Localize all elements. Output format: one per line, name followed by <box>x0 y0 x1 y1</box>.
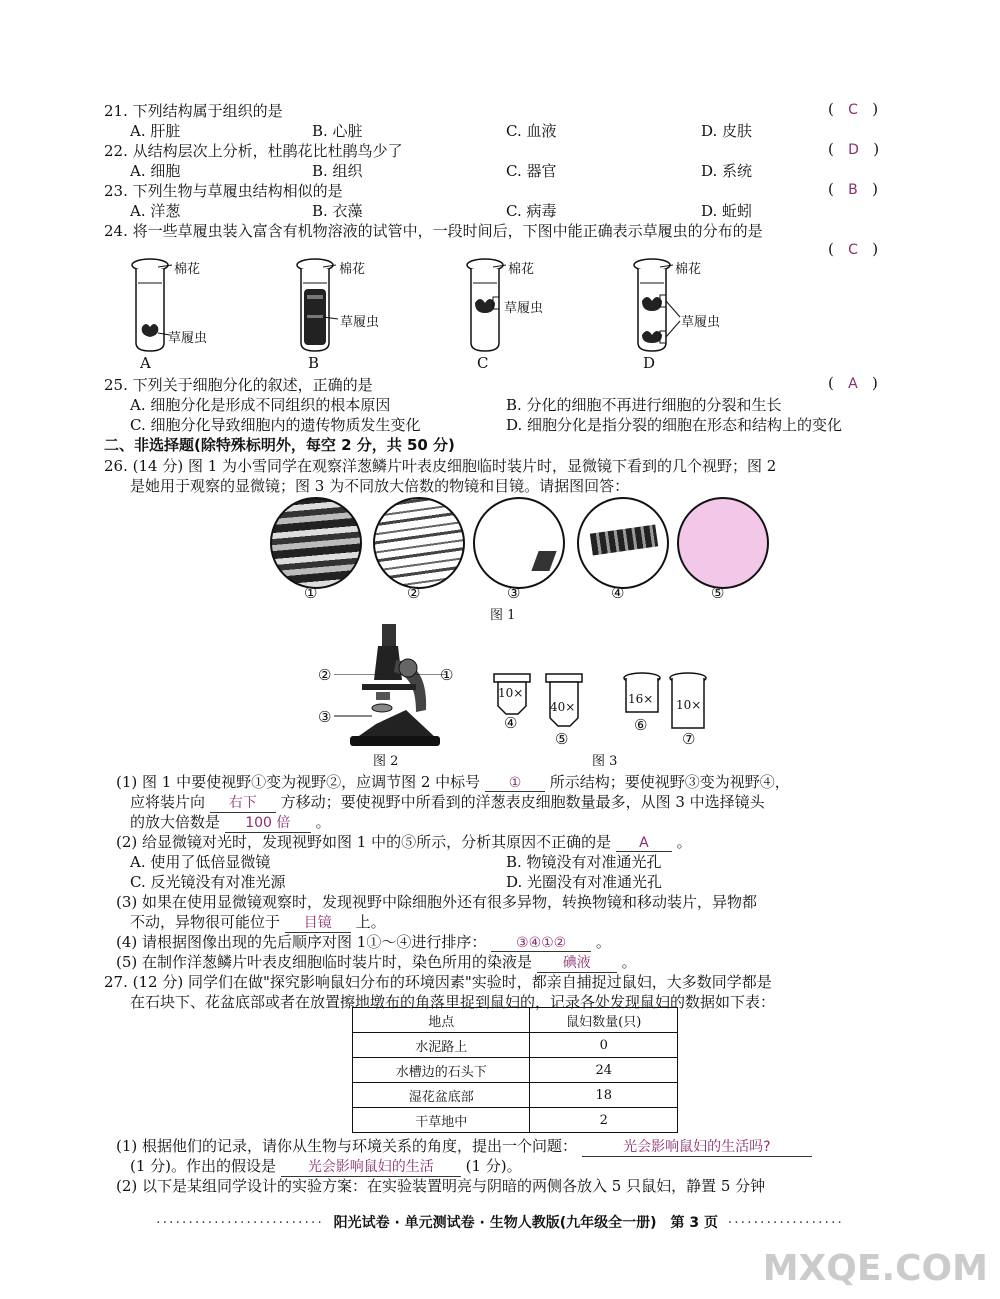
tube-label-a: A <box>140 354 151 372</box>
view-field-4 <box>577 497 669 589</box>
lens-4-num: ④ <box>504 714 518 732</box>
q23-opt-c: C. 病毒 <box>506 202 557 220</box>
view-field-3 <box>473 497 565 589</box>
q21-answer: ( C ) <box>828 100 879 118</box>
figure-3-caption: 图 3 <box>592 754 618 769</box>
lens-4-mag: 10× <box>498 686 524 700</box>
lens-7-num: ⑦ <box>682 730 696 748</box>
view-field-4-label: ④ <box>611 584 625 602</box>
q27-s1-line1: (1) 根据他们的记录，请你从生物与环境关系的角度，提出一个问题： 光会影响鼠妇的生活吗? <box>116 1135 812 1157</box>
footer-text: 阳光试卷 · 单元测试卷 · 生物人教版(九年级全一册) 第 3 页 <box>333 1215 719 1231</box>
q25-opt-c: C. 细胞分化导致细胞内的遗传物质发生变化 <box>130 416 421 434</box>
table-header-count: 鼠妇数量(只) <box>530 1008 678 1033</box>
mic-label-3: ③ <box>318 708 332 726</box>
tube-b <box>297 259 333 351</box>
table-cell: 干草地中 <box>353 1108 530 1133</box>
q23-opt-a: A. 洋葱 <box>130 202 181 220</box>
tube-d-paramecium: 草履虫 <box>681 315 721 330</box>
lens-5-num: ⑤ <box>555 730 569 748</box>
tube-c <box>467 259 503 351</box>
q26-s2-opt-c: C. 反光镜没有对准光源 <box>130 873 286 891</box>
q22-opt-c: C. 器官 <box>506 162 557 180</box>
q26-s3-line2: 不动，异物很可能位于 目镜 上。 <box>130 913 386 931</box>
tube-label-c: C <box>477 354 489 372</box>
table-cell: 湿花盆底部 <box>353 1083 530 1108</box>
tube-a <box>132 259 168 351</box>
q26-s5-line: (5) 在制作洋葱鳞片叶表皮细胞临时装片时，染色所用的染液是 碘液 。 <box>116 953 637 971</box>
lens-6-mag: 16× <box>628 692 654 706</box>
q22-opt-b: B. 组织 <box>312 162 363 180</box>
lens-6-num: ⑥ <box>634 716 648 734</box>
watermark-logo: MXQE.COM <box>762 1248 988 1289</box>
view-field-3-label: ③ <box>507 584 521 602</box>
view-field-2-label: ② <box>407 584 421 602</box>
figure-1-caption: 图 1 <box>490 608 516 623</box>
mic-label-2: ② <box>318 666 332 684</box>
figure-2-caption: 图 2 <box>373 754 399 769</box>
tube-d-cotton: 棉花 <box>675 262 702 277</box>
q22-answer: ( D ) <box>828 140 880 158</box>
table-cell: 18 <box>530 1083 678 1108</box>
q26-s2-opt-d: D. 光圈没有对准通光孔 <box>506 873 663 891</box>
q24-stem: 24. 将一些草履虫装入富含有机物溶液的试管中，一段时间后，下图中能正确表示草履虫的分布的是 <box>104 222 763 240</box>
q21-stem: 21. 下列结构属于组织的是 <box>104 102 283 120</box>
woodlouse-count-table <box>352 1007 678 1133</box>
q26-stem-line2: 是她用于观察的显微镜；图 3 为不同放大倍数的物镜和目镜。请据图回答： <box>130 477 630 495</box>
q26-s3-line1: (3) 如果在使用显微镜观察时，发现视野中除细胞外还有很多异物，转换物镜和移动装片，异物都 <box>116 893 758 911</box>
q21-opt-a: A. 肝脏 <box>130 122 181 140</box>
lens-7-mag: 10× <box>676 698 702 712</box>
q27-stem-line2: 在石块下、花盆底部或者在放置擦地墩布的角落里捉到鼠妇的，记录各处发现鼠妇的数据如下表： <box>130 993 776 1011</box>
q22-stem: 22. 从结构层次上分析，杜鹃花比杜鹃鸟少了 <box>104 142 403 160</box>
table-header-location: 地点 <box>353 1008 530 1033</box>
q27-stem-line1: 27. (12 分) 同学们在做"探究影响鼠妇分布的环境因素"实验时，都亲自捕捉过鼠妇，大多数同学都是 <box>104 973 772 991</box>
tube-label-b: B <box>308 354 320 372</box>
view-field-2 <box>373 497 465 589</box>
q25-stem: 25. 下列关于细胞分化的叙述，正确的是 <box>104 376 373 394</box>
tube-d <box>634 259 670 351</box>
q26-s4-blank[interactable]: ③④①② <box>491 935 591 952</box>
table-row <box>353 1033 678 1058</box>
tube-c-paramecium: 草履虫 <box>504 301 544 316</box>
q24-answer: ( C ) <box>828 240 879 258</box>
q26-s5-blank[interactable]: 碘液 <box>537 952 617 973</box>
lens-5-mag: 40× <box>550 700 576 714</box>
q25-opt-b: B. 分化的细胞不再进行细胞的分裂和生长 <box>506 396 782 414</box>
q25-answer: ( A ) <box>828 374 878 392</box>
mic-label-1: ① <box>440 666 454 684</box>
table-cell: 水泥路上 <box>353 1033 530 1058</box>
q27-s1-line2: (1 分)。作出的假设是 光会影响鼠妇的生活 (1 分)。 <box>130 1157 522 1175</box>
q22-opt-d: D. 系统 <box>701 162 753 180</box>
table-cell: 24 <box>530 1058 678 1083</box>
q26-s1-line2: 应将装片向 右下 方移动；要使视野中所看到的洋葱表皮细胞数量最多，从图 3 中选择镜头 <box>130 793 765 811</box>
q21-opt-d: D. 皮肤 <box>701 122 753 140</box>
q25-opt-a: A. 细胞分化是形成不同组织的根本原因 <box>130 396 391 414</box>
section-heading: 二、非选择题(除特殊标明外，每空 2 分，共 50 分) <box>104 436 455 454</box>
q26-s1-line3: 的放大倍数是 100 倍 。 <box>130 813 331 831</box>
tube-b-paramecium: 草履虫 <box>340 315 380 330</box>
q26-s1-blank-3[interactable]: 100 倍 <box>225 812 311 833</box>
q26-s2-opt-a: A. 使用了低倍显微镜 <box>130 853 271 871</box>
view-field-5-label: ⑤ <box>711 584 725 602</box>
q23-stem: 23. 下列生物与草履虫结构相似的是 <box>104 182 343 200</box>
q23-opt-b: B. 衣藻 <box>312 202 363 220</box>
q26-s3-blank[interactable]: 目镜 <box>285 912 351 933</box>
page-footer: ·························· 阳光试卷 · 单元测试卷 · 生物人教版(九年级全一册) 第 3 页 ·················· <box>156 1215 844 1231</box>
tube-label-d: D <box>643 354 656 372</box>
q27-s2-line: (2) 以下是某组同学设计的实验方案：在实验装置明亮与阴暗的两侧各放入 5 只鼠妇，静置 5 分钟 <box>116 1177 766 1195</box>
q26-s2-blank[interactable]: A <box>616 835 672 852</box>
table-row <box>353 1083 678 1108</box>
tube-c-cotton: 棉花 <box>508 262 535 277</box>
view-field-5 <box>677 497 769 589</box>
q26-stem-line1: 26. (14 分) 图 1 为小雪同学在观察洋葱鳞片叶表皮细胞临时装片时，显微镜下看到的几个视野；图 2 <box>104 457 777 475</box>
view-field-1-label: ① <box>304 584 318 602</box>
q22-opt-a: A. 细胞 <box>130 162 181 180</box>
view-field-1 <box>270 497 362 589</box>
q26-s2-opt-b: B. 物镜没有对准通光孔 <box>506 853 662 871</box>
tube-a-paramecium: 草履虫 <box>168 331 208 346</box>
q25-opt-d: D. 细胞分化是指分裂的细胞在形态和结构上的变化 <box>506 416 843 434</box>
q26-s1-line1: (1) 图 1 中要使视野①变为视野②，应调节图 2 中标号 ① 所示结构；要使视野③变为视野④， <box>116 773 790 791</box>
tube-b-cotton: 棉花 <box>339 262 366 277</box>
q26-s4-line: (4) 请根据图像出现的先后顺序对图 1①～④进行排序： ③④①② 。 <box>116 933 611 951</box>
table-cell: 0 <box>530 1033 678 1058</box>
q26-s1-blank-1[interactable]: ① <box>485 775 545 792</box>
table-row <box>353 1058 678 1083</box>
q27-s1-blank-2[interactable]: 光会影响鼠妇的生活 <box>281 1156 461 1177</box>
q23-answer: ( B ) <box>828 180 878 198</box>
table-row <box>353 1108 678 1133</box>
tube-a-cotton: 棉花 <box>174 262 201 277</box>
q21-opt-b: B. 心脏 <box>312 122 363 140</box>
q26-s2-line: (2) 给显微镜对光时，发现视野如图 1 中的⑤所示，分析其原因不正确的是 A 。 <box>116 833 692 851</box>
q27-s1-blank-1[interactable]: 光会影响鼠妇的生活吗? <box>582 1136 812 1157</box>
table-cell: 水槽边的石头下 <box>353 1058 530 1083</box>
q26-s1-blank-2[interactable]: 右下 <box>210 792 276 813</box>
q23-opt-d: D. 蚯蚓 <box>701 202 753 220</box>
table-header-row <box>353 1008 678 1033</box>
table-cell: 2 <box>530 1108 678 1133</box>
q21-opt-c: C. 血液 <box>506 122 557 140</box>
